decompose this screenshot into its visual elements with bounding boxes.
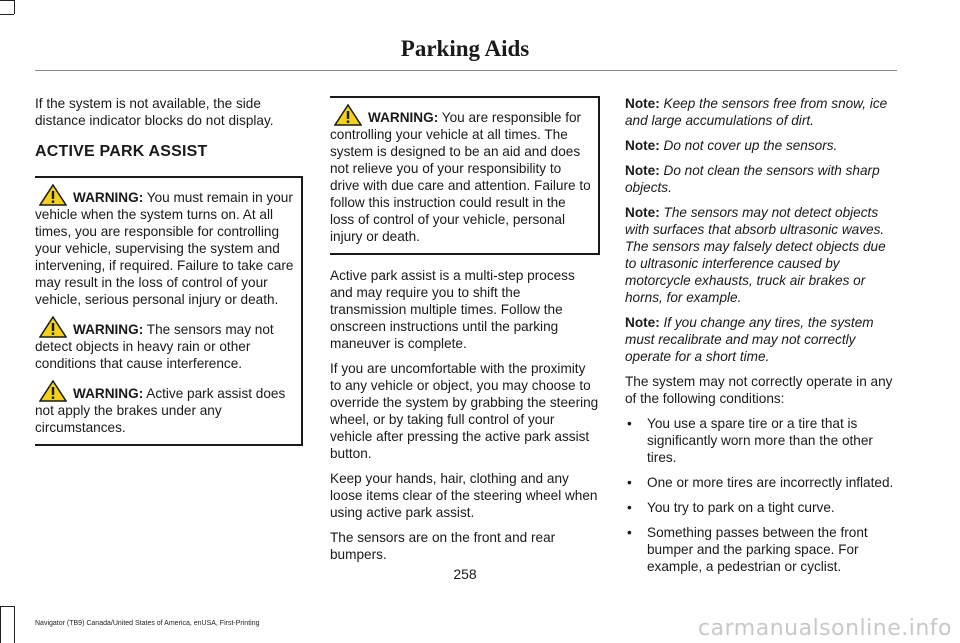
list-item [625,499,895,516]
warning-label: WARNING: [73,190,144,205]
crop-mark [0,606,14,607]
column-right [625,95,895,583]
note-text: If you change any tires, the system must recalibrate and may not correctly operate for a short time. [625,315,874,364]
crop-mark [14,606,15,643]
note-item [625,314,895,365]
bullet-glyph: • [627,416,632,431]
body-paragraph: If you are uncomfortable with the proximity to any vehicle or object, you may choose to override the system by grabbing the steering wheel, or by taking full control of your vehicle after pressing the active park assist button. [330,361,599,461]
warning-triangle-icon [39,184,67,206]
note-text: Keep the sensors free from snow, ice and large accumulations of dirt. [625,96,888,128]
warning-item [35,184,295,308]
note-label: Note: [625,96,660,111]
list-item-text: You try to park on a tight curve. [647,500,835,515]
list-item [625,474,895,491]
page-title: Parking Aids [400,36,530,61]
note-label: Note: [625,205,660,220]
bullet-glyph: • [627,500,632,515]
note-text: Do not clean the sensors with sharp objects. [625,163,880,195]
crop-mark [14,0,15,14]
warning-text: The sensors may not detect objects in heavy rain or other conditions that cause interference. [35,322,274,371]
warning-item [35,380,295,436]
warning-text: You must remain in your vehicle when the system turns on. At all times, you are responsible for controlling your vehicle, supervising the system and intervening, if required. Failure to take care may result in the loss of control of your vehicle, serious personal injury or death. [35,190,294,307]
page-number: 258 [453,566,477,582]
watermark: carmanualsonline.info [698,616,952,641]
column-middle [330,96,600,571]
body-paragraph: Active park assist is a multi-step process and may require you to shift the transmission multiple times. Follow the onscreen instructions until the parking maneuver is complete. [330,268,575,351]
list-item [625,415,895,466]
note-label: Note: [625,138,660,153]
bullet-glyph: • [627,475,632,490]
note-text: Do not cover up the sensors. [663,138,838,153]
note-label: Note: [625,315,660,330]
conditions-intro: The system may not correctly operate in any of the following conditions: [625,374,893,406]
note-label: Note: [625,163,660,178]
warning-text: You are responsible for controlling your vehicle at all times. The system is designed to be an aid and does not relieve you of your responsibility to drive with due care and attention. Failure to follow this instruction could result in the loss of control of your vehicle, personal injury or death. [330,110,591,244]
intro-paragraph: If the system is not available, the side distance indicator blocks do not display. [35,96,274,128]
list-item-text: Something passes between the front bumper and the parking space. For example, a pedestrian or cyclist. [647,525,868,574]
warning-triangle-icon [39,380,67,402]
note-item [625,204,895,306]
list-item-text: You use a spare tire or a tire that is significantly worn more than the other tires. [647,416,873,465]
warning-triangle-icon [39,316,67,338]
crop-mark [0,14,14,15]
header-divider [35,70,897,71]
body-paragraph: Keep your hands, hair, clothing and any loose items clear of the steering wheel when using active park assist. [330,471,598,520]
warning-label: WARNING: [73,322,144,337]
crop-mark [0,0,14,1]
warning-box [330,96,600,255]
list-item-text: One or more tires are incorrectly inflated. [647,475,894,490]
warning-triangle-icon [334,104,362,126]
crop-mark [0,606,1,643]
body-paragraph: The sensors are on the front and rear bumpers. [330,530,556,562]
warning-label: WARNING: [368,110,439,125]
note-item [625,162,895,196]
bullet-glyph: • [627,525,632,540]
section-heading: ACTIVE PARK ASSIST [35,143,208,160]
column-left [35,95,303,446]
note-text: The sensors may not detect objects with surfaces that absorb ultrasonic waves. The sensors may falsely detect objects due to ultrasonic interference caused by motorcycle exhausts, truck air brakes or horns, for example. [625,205,886,305]
note-item [625,137,895,154]
warning-text: Active park assist does not apply the brakes under any circumstances. [35,386,286,435]
conditions-list [625,415,895,575]
warning-item [330,104,592,245]
warning-item [35,316,295,372]
warning-box [35,176,303,446]
note-item [625,95,895,129]
footer-text: Navigator (TB9) Canada/United States of America, enUSA, First-Printing [35,620,260,627]
warning-label: WARNING: [73,386,144,401]
